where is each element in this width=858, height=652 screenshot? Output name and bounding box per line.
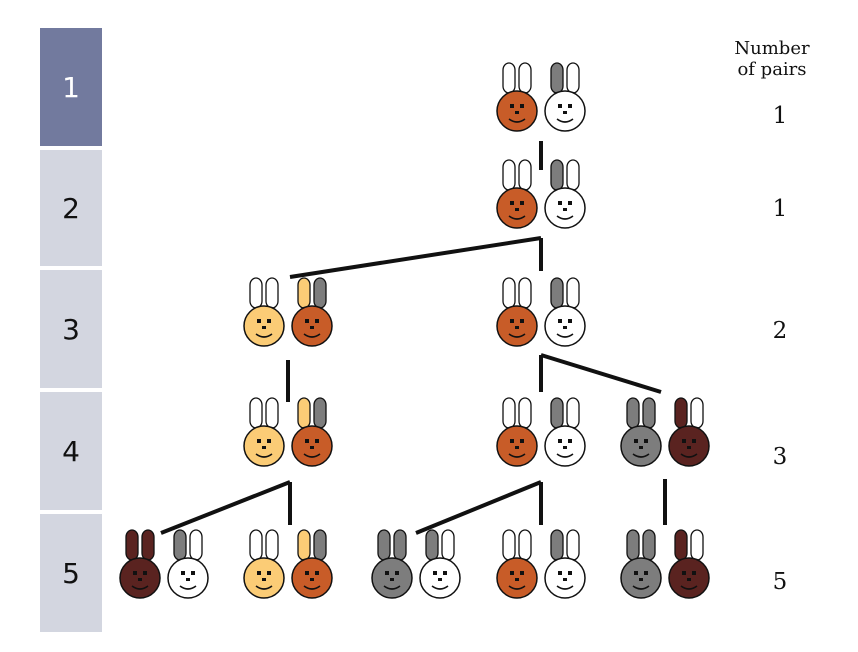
rabbit-2-0-right-nose: [310, 326, 314, 329]
rabbit-2-0-right-eye-left: [305, 319, 309, 323]
rabbit-3-0-left-ear-left: [250, 398, 262, 428]
rabbit-1-0-left-ear-right: [519, 160, 531, 190]
rabbit-4-2-right-eye-right: [443, 571, 447, 575]
rabbit-2-0-left-eye-right: [267, 319, 271, 323]
rabbit-4-0-left-eye-right: [143, 571, 147, 575]
rabbit-2-0-left-eye-left: [257, 319, 261, 323]
rabbit-4-0-right-eye-right: [191, 571, 195, 575]
rabbit-4-4-left-ear-left: [627, 530, 639, 560]
rabbit-4-3-left-eye-left: [510, 571, 514, 575]
rabbit-3-1-right-eye-right: [568, 439, 572, 443]
rabbit-3-2-left-nose: [639, 446, 643, 449]
rabbit-4-4-right-eye-right: [692, 571, 696, 575]
rabbit-4-0-left-nose: [138, 578, 142, 581]
rabbit-4-2-left-ear-right: [394, 530, 406, 560]
rabbit-2-0-right-ear-right: [314, 278, 326, 308]
rabbit-3-2-right-ear-left: [675, 398, 687, 428]
rabbit-4-2-left-ear-left: [378, 530, 390, 560]
rabbit-4-4-right-ear-left: [675, 530, 687, 560]
month-label-4: 4: [62, 434, 80, 468]
rabbit-3-0-left-eye-right: [267, 439, 271, 443]
rabbit-0-0-left-eye-right: [520, 104, 524, 108]
rabbit-3-0-left-ear-right: [266, 398, 278, 428]
rabbit-4-2-right-ear-left: [426, 530, 438, 560]
rabbit-2-1-right-eye-left: [558, 319, 562, 323]
rabbit-2-1-left-ear-right: [519, 278, 531, 308]
rabbit-3-0-right-eye-left: [305, 439, 309, 443]
rabbit-3-0-left-nose: [262, 446, 266, 449]
rabbit-4-3-left-ear-left: [503, 530, 515, 560]
rabbit-2-1-left-ear-left: [503, 278, 515, 308]
rabbit-3-2-right-eye-left: [682, 439, 686, 443]
rabbit-2-1-right-nose: [563, 326, 567, 329]
rabbit-1-0-right-ear-right: [567, 160, 579, 190]
rabbit-0-0-left-ear-left: [503, 63, 515, 93]
rabbit-1-0-left-nose: [515, 208, 519, 211]
pairs-header-line1: Number: [734, 38, 810, 59]
rabbit-0-0-left-ear-right: [519, 63, 531, 93]
rabbit-4-3-right-ear-right: [567, 530, 579, 560]
rabbit-4-4-left-nose: [639, 578, 643, 581]
rabbit-4-2-right-eye-left: [433, 571, 437, 575]
rabbit-4-0-right-ear-left: [174, 530, 186, 560]
rabbit-2-0-right-ear-left: [298, 278, 310, 308]
pairs-header-line2: of pairs: [737, 59, 807, 80]
rabbit-4-1-left-nose: [262, 578, 266, 581]
rabbit-4-0-right-nose: [186, 578, 190, 581]
rabbit-0-0-left-nose: [515, 111, 519, 114]
rabbit-2-1-left-eye-right: [520, 319, 524, 323]
rabbit-4-4-left-eye-right: [644, 571, 648, 575]
tree-connector-line: [416, 482, 541, 533]
rabbit-3-1-left-ear-right: [519, 398, 531, 428]
rabbit-3-0-right-eye-right: [315, 439, 319, 443]
month-label-1: 1: [62, 70, 80, 104]
rabbit-3-2-left-ear-left: [627, 398, 639, 428]
rabbit-3-1-left-ear-left: [503, 398, 515, 428]
rabbit-2-1-left-nose: [515, 326, 519, 329]
rabbit-2-1-right-ear-left: [551, 278, 563, 308]
rabbit-2-1-left-eye-left: [510, 319, 514, 323]
rabbit-3-1-right-ear-left: [551, 398, 563, 428]
rabbit-4-1-right-eye-right: [315, 571, 319, 575]
rabbit-3-2-left-ear-right: [643, 398, 655, 428]
rabbit-3-2-right-nose: [687, 446, 691, 449]
pair-count-month-2: 1: [772, 196, 788, 222]
rabbit-3-1-right-eye-left: [558, 439, 562, 443]
rabbit-4-4-right-nose: [687, 578, 691, 581]
rabbit-3-1-left-eye-left: [510, 439, 514, 443]
rabbit-1-0-left-eye-right: [520, 201, 524, 205]
rabbit-4-0-left-ear-right: [142, 530, 154, 560]
month-label-3: 3: [62, 312, 80, 346]
rabbit-0-0-right-nose: [563, 111, 567, 114]
month-label-2: 2: [62, 191, 80, 225]
rabbit-4-4-right-eye-left: [682, 571, 686, 575]
month-label-5: 5: [62, 556, 80, 590]
rabbit-4-1-right-eye-left: [305, 571, 309, 575]
rabbit-4-2-right-nose: [438, 578, 442, 581]
rabbit-3-2-left-eye-right: [644, 439, 648, 443]
rabbit-4-3-right-ear-left: [551, 530, 563, 560]
rabbit-1-0-right-ear-left: [551, 160, 563, 190]
rabbit-3-0-right-ear-right: [314, 398, 326, 428]
rabbit-4-1-right-nose: [310, 578, 314, 581]
rabbit-0-0-left-eye-left: [510, 104, 514, 108]
rabbit-4-3-left-nose: [515, 578, 519, 581]
pair-count-month-4: 3: [772, 444, 788, 470]
tree-connector-line: [290, 238, 541, 277]
rabbit-0-0-right-ear-right: [567, 63, 579, 93]
rabbit-3-0-right-nose: [310, 446, 314, 449]
rabbit-4-0-right-eye-left: [181, 571, 185, 575]
rabbit-4-0-left-eye-left: [133, 571, 137, 575]
rabbit-3-0-left-eye-left: [257, 439, 261, 443]
rabbit-1-0-right-eye-left: [558, 201, 562, 205]
rabbit-4-1-right-ear-left: [298, 530, 310, 560]
rabbit-4-3-right-eye-left: [558, 571, 562, 575]
rabbit-3-1-right-ear-right: [567, 398, 579, 428]
rabbit-2-0-left-nose: [262, 326, 266, 329]
rabbit-4-3-right-eye-right: [568, 571, 572, 575]
rabbit-0-0-right-eye-left: [558, 104, 562, 108]
rabbit-1-0-left-eye-left: [510, 201, 514, 205]
pair-count-month-3: 2: [772, 318, 788, 344]
rabbit-4-4-left-eye-left: [634, 571, 638, 575]
rabbit-3-1-left-nose: [515, 446, 519, 449]
rabbit-4-1-left-ear-right: [266, 530, 278, 560]
rabbit-4-3-left-ear-right: [519, 530, 531, 560]
rabbit-4-2-left-nose: [390, 578, 394, 581]
rabbit-3-1-right-nose: [563, 446, 567, 449]
rabbit-4-1-left-ear-left: [250, 530, 262, 560]
rabbit-4-1-right-ear-right: [314, 530, 326, 560]
rabbit-0-0-right-ear-left: [551, 63, 563, 93]
rabbit-3-2-right-eye-right: [692, 439, 696, 443]
rabbit-3-2-right-ear-right: [691, 398, 703, 428]
rabbit-2-1-right-eye-right: [568, 319, 572, 323]
rabbit-0-0-right-eye-right: [568, 104, 572, 108]
rabbit-4-0-right-ear-right: [190, 530, 202, 560]
rabbit-2-0-left-ear-right: [266, 278, 278, 308]
rabbit-2-0-left-ear-left: [250, 278, 262, 308]
pair-count-month-1: 1: [772, 103, 788, 129]
rabbit-4-2-left-eye-left: [385, 571, 389, 575]
rabbit-1-0-left-ear-left: [503, 160, 515, 190]
rabbit-4-2-left-eye-right: [395, 571, 399, 575]
rabbit-4-1-left-eye-left: [257, 571, 261, 575]
rabbit-4-3-right-nose: [563, 578, 567, 581]
rabbit-2-0-right-eye-right: [315, 319, 319, 323]
rabbit-2-1-right-ear-right: [567, 278, 579, 308]
tree-connector-line: [161, 482, 290, 533]
rabbit-3-2-left-eye-left: [634, 439, 638, 443]
rabbit-4-4-left-ear-right: [643, 530, 655, 560]
rabbit-3-1-left-eye-right: [520, 439, 524, 443]
pair-count-month-5: 5: [772, 569, 788, 595]
rabbit-4-1-left-eye-right: [267, 571, 271, 575]
rabbit-4-3-left-eye-right: [520, 571, 524, 575]
rabbit-4-4-right-ear-right: [691, 530, 703, 560]
tree-connector-line: [541, 355, 661, 392]
rabbit-4-2-right-ear-right: [442, 530, 454, 560]
rabbit-1-0-right-eye-right: [568, 201, 572, 205]
rabbit-3-0-right-ear-left: [298, 398, 310, 428]
rabbit-1-0-right-nose: [563, 208, 567, 211]
rabbit-4-0-left-ear-left: [126, 530, 138, 560]
